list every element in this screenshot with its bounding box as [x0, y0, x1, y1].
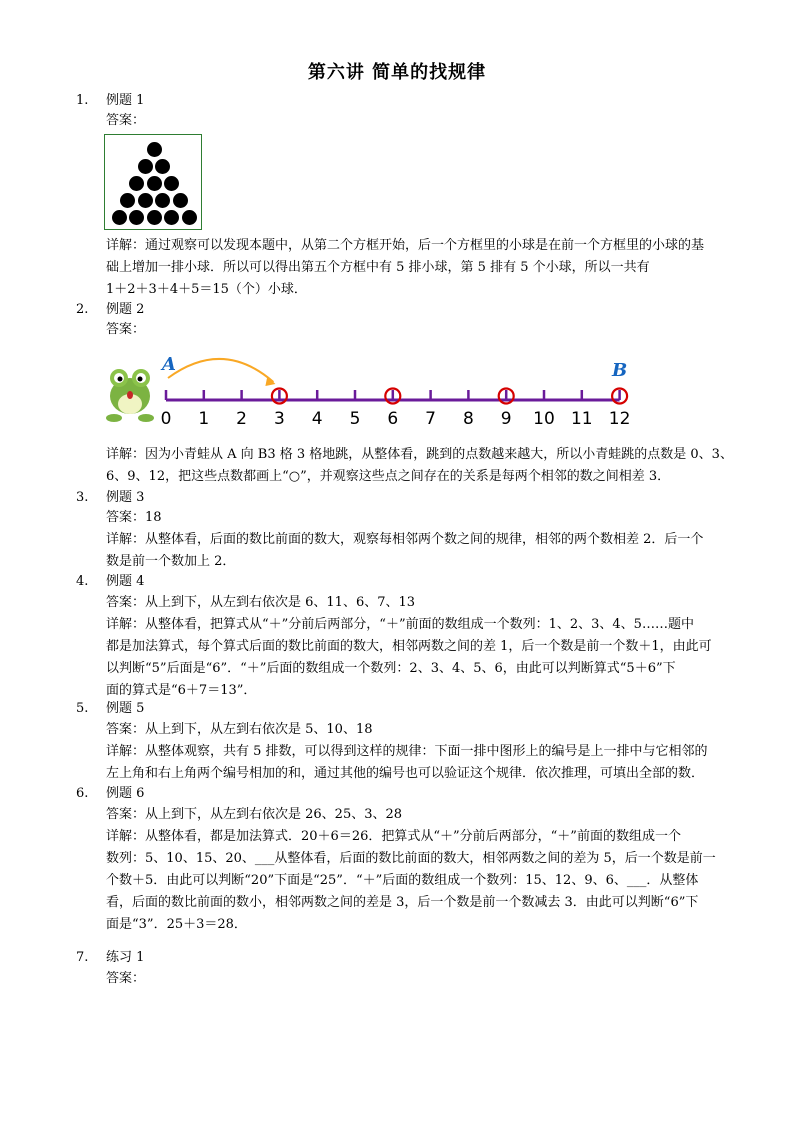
item-label: 例题 5 [106, 701, 145, 716]
ball-pyramid-figure [104, 134, 202, 230]
tick-label: 12 [608, 409, 631, 429]
item-label: 例题 2 [106, 302, 145, 317]
detail-line: 数是前一个数加上 2． [106, 554, 236, 569]
answer-text: 答案：从上到下，从左到右依次是 6、11、6、7、13 [106, 595, 416, 610]
detail-line: 数列：5、10、15、20、___从整体看，后面的数比前面的数大，相邻两数之间的差为 5，后一个数是前一 [106, 851, 716, 866]
item-label: 例题 3 [106, 490, 145, 505]
tick-label: 1 [198, 409, 210, 429]
detail-line: 个数＋5．由此可以判断“20”下面是“25”．“＋”后面的数组成一个数列：15、12、9、6、___．从整体 [106, 873, 699, 888]
answer-label: 答案： [106, 971, 146, 986]
detail-line: 1＋2＋3＋4＋5＝15（个）小球． [106, 282, 307, 297]
ball [147, 142, 162, 157]
ball [120, 193, 135, 208]
item-number: 5. [76, 701, 89, 716]
detail-line: 都是加法算式，每个算式后面的数比前面的数大，相邻两数之间的差 1，后一个数是前一个数＋1，由此可 [106, 639, 712, 654]
ball [112, 210, 127, 225]
tick-label: 4 [311, 409, 323, 429]
point-a-label: A [162, 354, 176, 375]
item-number: 2. [76, 302, 89, 317]
number-line-svg [100, 348, 640, 432]
ball [129, 210, 144, 225]
detail-line: 看，后面的数比前面的数小，相邻两数之间的差是 3，后一个数是前一个数减去 3．由此可以判断“6”下 [106, 895, 699, 910]
detail-line: 详解：从整体观察，共有 5 排数，可以得到这样的规律：下面一排中图形上的编号是上一排中与它相邻的 [106, 744, 708, 759]
detail-line: 详解：因为小青蛙从 A 向 B3 格 3 格地跳，从整体看，跳到的点数越来越大，所以小青蛙跳的点数是 0、3、 [106, 447, 733, 462]
detail-line: 详解：从整体看，把算式从“＋”分前后两部分，“＋”前面的数组成一个数列：1、2、3、4、5……题中 [106, 617, 694, 632]
detail-line: 6、9、12，把这些点数都画上“○”，并观察这些点之间存在的关系是每两个相邻的数之间相差 3． [106, 469, 671, 484]
item-label: 例题 6 [106, 786, 145, 801]
detail-line: 左上角和右上角两个编号相加的和，通过其他的编号也可以验证这个规律．依次推理，可填出全部的数． [106, 766, 705, 781]
item-number: 7. [76, 950, 89, 965]
tick-label: 11 [570, 409, 593, 429]
tick-label: 8 [462, 409, 474, 429]
ball [155, 193, 170, 208]
item-label: 例题 1 [106, 93, 145, 108]
ball [129, 176, 144, 191]
jump-arc [168, 359, 273, 382]
detail-line: 详解：从整体看，后面的数比前面的数大，观察每相邻两个数之间的规律，相邻的两个数相差 2．后一个 [106, 532, 704, 547]
detail-line: 面的算式是“6＋7＝13”． [106, 683, 257, 698]
detail-line: 面是“3”．25＋3＝28． [106, 917, 247, 932]
item-number: 4. [76, 574, 89, 589]
number-line-figure [100, 348, 640, 432]
detail-line: 以判断“5”后面是“6”．“＋”后面的数组成一个数列：2、3、4、5、6，由此可以判断算式“5＋6”下 [106, 661, 676, 676]
item-number: 6. [76, 786, 89, 801]
detail-line: 详解：从整体看，都是加法算式．20＋6＝26．把算式从“＋”分前后两部分，“＋”前面的数组成一个 [106, 829, 681, 844]
answer-text: 答案：从上到下，从左到右依次是 5、10、18 [106, 722, 373, 737]
frog-icon [106, 369, 154, 422]
ball [147, 210, 162, 225]
ball [164, 176, 179, 191]
item-number: 1. [76, 93, 89, 108]
detail-line: 础上增加一排小球．所以可以得出第五个方框中有 5 排小球，第 5 排有 5 个小球，所以一共有 [106, 260, 650, 275]
ball [182, 210, 197, 225]
tick-label: 6 [387, 409, 399, 429]
tick-label: 7 [425, 409, 437, 429]
tick-label: 0 [160, 409, 172, 429]
answer-text: 答案：从上到下，从左到右依次是 26、25、3、28 [106, 807, 403, 822]
tick-label: 10 [533, 409, 555, 429]
ball [147, 176, 162, 191]
answer-text: 答案：18 [106, 510, 162, 525]
ball [138, 159, 153, 174]
point-b-label: B [612, 360, 628, 381]
page-title: 第六讲 简单的找规律 [307, 62, 487, 83]
tick-label: 3 [273, 409, 285, 429]
answer-label: 答案： [106, 113, 146, 128]
tick-label: 9 [500, 409, 512, 429]
ball [155, 159, 170, 174]
item-number: 3. [76, 490, 89, 505]
detail-line: 详解：通过观察可以发现本题中，从第二个方框开始，后一个方框里的小球是在前一个方框里的小球的基 [106, 238, 705, 253]
item-label: 练习 1 [106, 950, 145, 965]
ball [164, 210, 179, 225]
ball [173, 193, 188, 208]
answer-label: 答案： [106, 322, 146, 337]
tick-label: 2 [236, 409, 248, 429]
tick-label: 5 [349, 409, 361, 429]
item-label: 例题 4 [106, 574, 145, 589]
ball [138, 193, 153, 208]
